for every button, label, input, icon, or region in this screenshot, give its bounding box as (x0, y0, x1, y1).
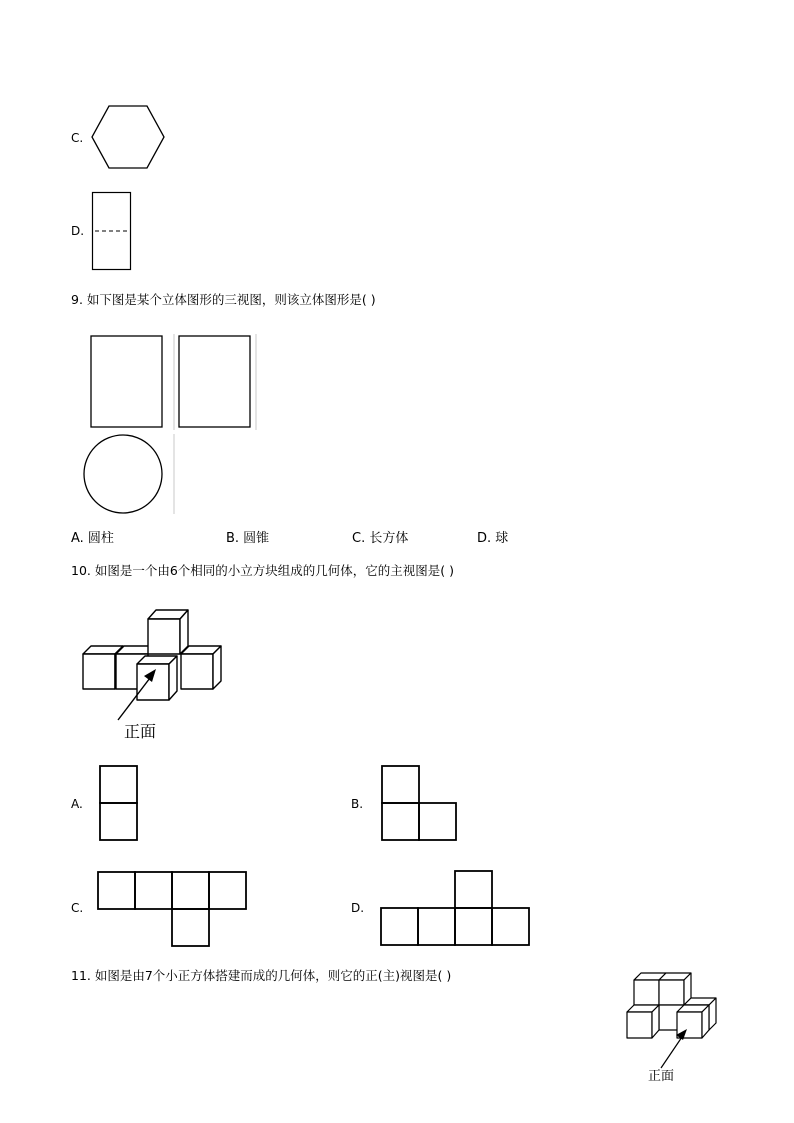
q10-option-a-label[interactable]: A. (71, 797, 83, 811)
q10-option-d-label[interactable]: D. (351, 901, 365, 915)
q10-option-b-label[interactable]: B. (351, 797, 364, 811)
q10-option-d-figure[interactable] (380, 870, 532, 946)
front-view-rect (91, 336, 162, 427)
q10-front-label: 正面 (124, 722, 157, 741)
q10-option-a-figure[interactable] (99, 765, 139, 841)
option-d-label: D. (71, 224, 85, 238)
q9-option-d[interactable]: D. 球 (477, 531, 509, 546)
q9-option-a[interactable]: A. 圆柱 (71, 531, 114, 546)
side-view-rect (179, 336, 250, 427)
question-10-text: 10. 如图是一个由6个相同的小立方块组成的几何体，它的主视图是( ) (71, 563, 455, 578)
dashed-rectangle-figure (92, 192, 132, 272)
q10-option-c-label[interactable]: C. (71, 901, 84, 915)
q11-front-label: 正面 (648, 1069, 675, 1084)
top-view-circle (84, 435, 162, 513)
six-cube-solid-figure (80, 606, 230, 718)
hexagon-figure (90, 104, 166, 170)
question-9-text: 9. 如下图是某个立体图形的三视图，则该立体图形是( ) (71, 292, 376, 307)
q9-option-b[interactable]: B. 圆锥 (226, 531, 270, 546)
q9-option-c[interactable]: C. 长方体 (352, 531, 409, 546)
seven-cube-solid-figure (624, 968, 724, 1068)
q10-option-b-figure[interactable] (381, 765, 457, 841)
question-11-text: 11. 如图是由7个小正方体搭建而成的几何体，则它的正(主)视图是( ) (71, 968, 452, 983)
three-view-figure (80, 334, 260, 520)
q10-option-c-figure[interactable] (97, 871, 247, 947)
option-c-label: C. (71, 131, 84, 145)
